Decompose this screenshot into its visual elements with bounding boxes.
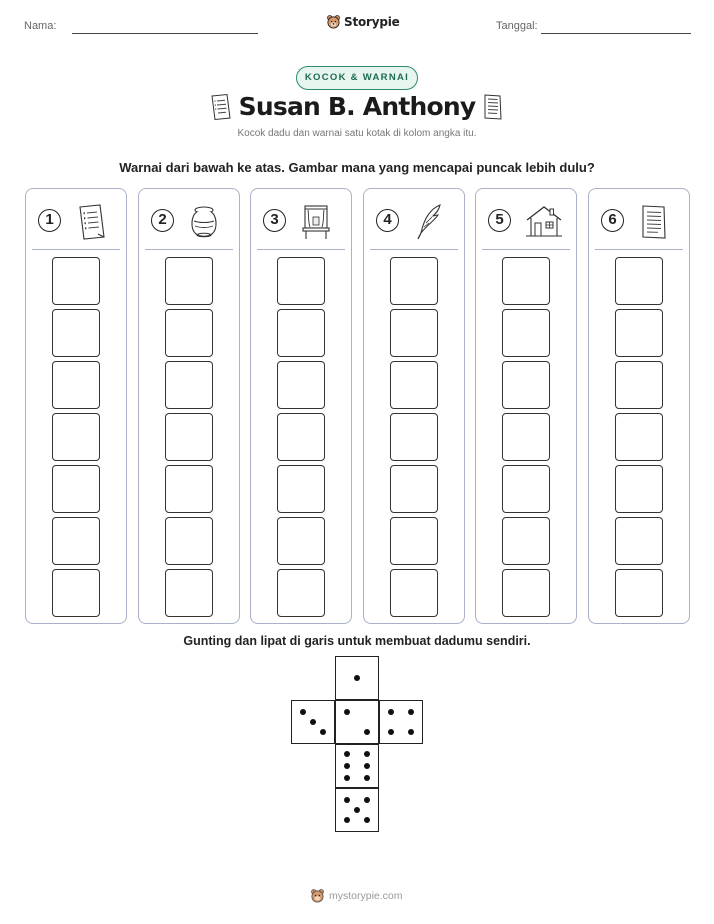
page-title: Susan B. Anthony xyxy=(238,92,476,121)
die-pip xyxy=(364,817,370,823)
column-header xyxy=(597,203,683,239)
column-4 xyxy=(363,188,465,624)
cut-instruction: Gunting dan lipat di garis untuk membuat dadumu sendiri. xyxy=(183,634,531,648)
die-pip xyxy=(354,675,360,681)
die-pip xyxy=(364,751,370,757)
document-icon xyxy=(637,203,671,246)
die-face-1 xyxy=(335,656,379,700)
color-box[interactable] xyxy=(165,465,213,513)
color-box[interactable] xyxy=(277,413,325,461)
die-pip xyxy=(408,729,414,735)
color-box[interactable] xyxy=(277,569,325,617)
die-face-5 xyxy=(335,788,379,832)
color-box[interactable] xyxy=(277,517,325,565)
color-box[interactable] xyxy=(390,413,438,461)
pot-icon xyxy=(187,203,221,246)
column-header xyxy=(34,203,120,239)
die-pip xyxy=(344,709,350,715)
color-box[interactable] xyxy=(502,309,550,357)
color-box[interactable] xyxy=(502,465,550,513)
column-divider xyxy=(32,249,120,250)
color-box[interactable] xyxy=(277,361,325,409)
logo-text: Storypie xyxy=(344,14,400,29)
window-icon xyxy=(299,203,333,246)
column-number: 5 xyxy=(488,209,511,232)
footer xyxy=(310,888,403,903)
column-divider xyxy=(595,249,683,250)
color-box[interactable] xyxy=(615,465,663,513)
name-line[interactable] xyxy=(72,33,258,34)
color-box[interactable] xyxy=(390,465,438,513)
color-box[interactable] xyxy=(52,413,100,461)
column-number: 6 xyxy=(601,209,624,232)
column-divider xyxy=(482,249,570,250)
column-1 xyxy=(25,188,127,624)
color-box[interactable] xyxy=(52,465,100,513)
color-box[interactable] xyxy=(502,257,550,305)
die-face-2 xyxy=(335,700,379,744)
color-box[interactable] xyxy=(52,361,100,409)
die-face-4 xyxy=(379,700,423,744)
die-pip xyxy=(310,719,316,725)
column-header xyxy=(372,203,458,239)
die-pip xyxy=(364,775,370,781)
color-box[interactable] xyxy=(165,309,213,357)
date-label: Tanggal: xyxy=(496,20,538,32)
die-face-3 xyxy=(291,700,335,744)
die-pip xyxy=(344,751,350,757)
instruction-text: Warnai dari bawah ke atas. Gambar mana yang mencapai puncak lebih dulu? xyxy=(119,160,595,175)
quill-icon xyxy=(412,203,446,246)
die-pip xyxy=(388,729,394,735)
bear-footer-icon xyxy=(310,888,325,903)
die-pip xyxy=(388,709,394,715)
die-pip xyxy=(320,729,326,735)
die-pip xyxy=(344,775,350,781)
color-box[interactable] xyxy=(165,361,213,409)
color-box[interactable] xyxy=(615,569,663,617)
color-box[interactable] xyxy=(52,257,100,305)
color-box[interactable] xyxy=(502,361,550,409)
column-2 xyxy=(138,188,240,624)
color-box[interactable] xyxy=(390,257,438,305)
column-divider xyxy=(257,249,345,250)
column-6 xyxy=(588,188,690,624)
color-box[interactable] xyxy=(52,517,100,565)
checklist-icon xyxy=(74,203,108,246)
color-box[interactable] xyxy=(502,569,550,617)
column-number: 1 xyxy=(38,209,61,232)
column-header xyxy=(259,203,345,239)
color-box[interactable] xyxy=(390,309,438,357)
color-box[interactable] xyxy=(615,309,663,357)
bear-logo-icon xyxy=(326,14,341,29)
column-3 xyxy=(250,188,352,624)
activity-badge: KOCOK & WARNAI xyxy=(296,66,418,90)
die-pip xyxy=(344,763,350,769)
column-divider xyxy=(145,249,233,250)
color-box[interactable] xyxy=(615,361,663,409)
color-box[interactable] xyxy=(390,361,438,409)
color-box[interactable] xyxy=(390,517,438,565)
column-number: 2 xyxy=(151,209,174,232)
column-header xyxy=(147,203,233,239)
color-box[interactable] xyxy=(277,257,325,305)
column-divider xyxy=(370,249,458,250)
house-icon xyxy=(524,203,564,246)
die-pip xyxy=(344,817,350,823)
color-box[interactable] xyxy=(165,413,213,461)
die-pip xyxy=(344,797,350,803)
color-box[interactable] xyxy=(277,309,325,357)
die-pip xyxy=(300,709,306,715)
color-box[interactable] xyxy=(277,465,325,513)
color-box[interactable] xyxy=(165,517,213,565)
column-header xyxy=(484,203,570,239)
die-pip xyxy=(408,709,414,715)
die-pip xyxy=(364,763,370,769)
color-box[interactable] xyxy=(165,569,213,617)
die-pip xyxy=(354,807,360,813)
color-box[interactable] xyxy=(615,517,663,565)
die-pip xyxy=(364,729,370,735)
color-box[interactable] xyxy=(615,413,663,461)
subtitle: Kocok dadu dan warnai satu kotak di kolom angka itu. xyxy=(237,128,477,139)
die-face-6 xyxy=(335,744,379,788)
color-box[interactable] xyxy=(52,569,100,617)
color-box[interactable] xyxy=(52,309,100,357)
color-box[interactable] xyxy=(165,257,213,305)
column-number: 3 xyxy=(263,209,286,232)
color-box[interactable] xyxy=(502,517,550,565)
color-box[interactable] xyxy=(390,569,438,617)
storypie-logo xyxy=(326,14,400,29)
footer-url[interactable]: mystorypie.com xyxy=(329,889,403,902)
column-number: 4 xyxy=(376,209,399,232)
color-box[interactable] xyxy=(615,257,663,305)
color-box[interactable] xyxy=(502,413,550,461)
document-title-icon xyxy=(480,93,506,121)
column-5 xyxy=(475,188,577,624)
die-pip xyxy=(364,797,370,803)
name-label: Nama: xyxy=(24,20,57,32)
date-line[interactable] xyxy=(541,33,691,34)
